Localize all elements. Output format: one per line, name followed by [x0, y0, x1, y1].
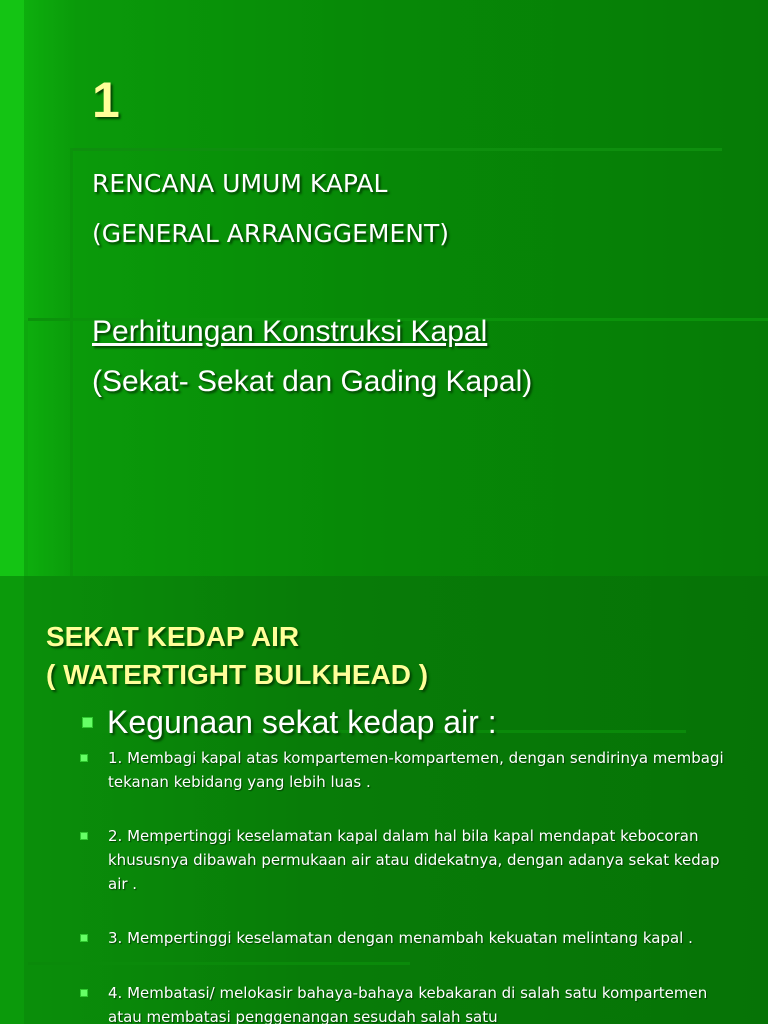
slide-title-line-2: (GENERAL ARRANGGEMENT) [92, 219, 450, 248]
list-item [80, 824, 740, 896]
section-title-line-1: SEKAT KEDAP AIR [46, 621, 300, 652]
slide-subtitle-line-1: Perhitungan Konstruksi Kapal [92, 315, 488, 348]
square-bullet-icon [80, 832, 88, 840]
decor-bar [28, 962, 410, 965]
decor-bar [70, 148, 722, 151]
decor-bar [70, 148, 73, 576]
section-title-line-2: ( WATERTIGHT BULKHEAD ) [46, 659, 429, 690]
square-bullet-icon [82, 717, 93, 728]
square-bullet-icon [80, 989, 88, 997]
list-item [80, 746, 740, 794]
main-bullet-text: Kegunaan sekat kedap air : [107, 704, 497, 740]
list-item-text: 2. Mempertinggi keselamatan kapal dalam hal bila kapal mendapat kebocoran khususnya dibawah permukaan air atau didekatnya, dengan adanya sekat kedap air . [108, 827, 720, 893]
square-bullet-icon [80, 754, 88, 762]
decor-bar [24, 320, 28, 576]
list-item-text: 4. Membatasi/ melokasir bahaya-bahaya kebakaran di salah satu kompartemen atau membatasi penggenangan sesudah salah satu [108, 984, 708, 1024]
list-item [80, 926, 740, 950]
slide-number: 1 [92, 72, 120, 128]
decor-bar [0, 576, 24, 1024]
list-item-text: 1. Membagi kapal atas kompartemen-kompartemen, dengan sendirinya membagi tekanan kebidang yang lebih luas . [108, 749, 724, 791]
slide-2 [0, 576, 768, 1024]
slide-title-line-1: RENCANA UMUM KAPAL [92, 169, 388, 198]
list-item [80, 981, 740, 1024]
list-item-text: 3. Mempertinggi keselamatan dengan menambah kekuatan melintang kapal . [108, 929, 693, 947]
decor-bar [0, 0, 24, 576]
slide-subtitle-line-2: (Sekat- Sekat dan Gading Kapal) [92, 365, 533, 398]
square-bullet-icon [80, 934, 88, 942]
main-bullet [82, 704, 497, 740]
